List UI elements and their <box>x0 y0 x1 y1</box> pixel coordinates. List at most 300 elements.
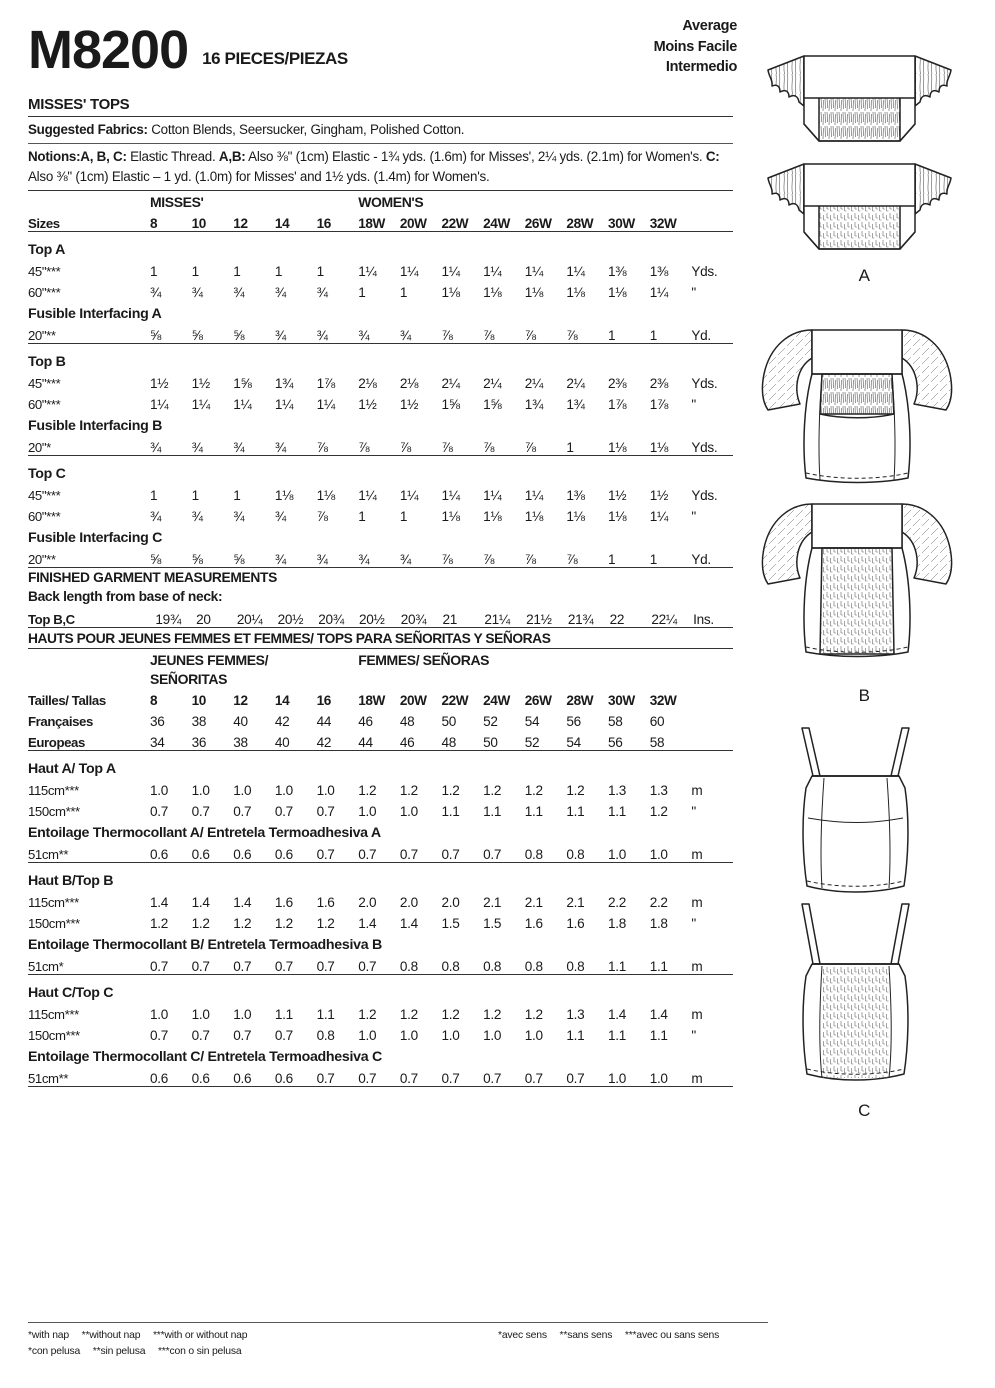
imperial-yardage-value: 1½ <box>608 488 627 504</box>
view-b-illustration <box>742 294 977 684</box>
metric-width-label: 115cm*** <box>28 895 79 911</box>
metric-sizes-label: Tailles/ Tallas <box>28 693 106 709</box>
metric-section-title: Entoilage Thermocollant A/ Entretela Termoadhesiva A <box>28 825 381 842</box>
metric-yardage-value: 0.6 <box>233 847 252 863</box>
imperial-yardage-value: 1⅛ <box>649 440 668 456</box>
metric-yardage-value: 1.2 <box>399 783 418 799</box>
imperial-yardage-value: 1½ <box>399 397 419 413</box>
imperial-section-title: Top A <box>28 242 66 259</box>
metric-yardage-value: 1.3 <box>566 1007 585 1023</box>
imperial-yardage-value: 1¼ <box>191 397 210 413</box>
imperial-yardage-value: 1 <box>358 285 366 301</box>
metric-yardage-value: 1.0 <box>608 1071 627 1087</box>
imperial-section-title: Top C <box>28 466 66 483</box>
metric-yardage-value: 1.2 <box>399 1007 418 1023</box>
imperial-yardage-value: 1 <box>191 488 199 504</box>
imperial-yardage-value: 1¾ <box>274 376 294 392</box>
metric-size-header: 32W <box>649 693 677 709</box>
metric-group-misses-line2: SEÑORITAS <box>150 671 228 688</box>
imperial-yardage-value: 1⅞ <box>649 397 668 413</box>
imperial-size-header: 14 <box>274 216 290 232</box>
imperial-sizes-label: Sizes <box>28 216 60 232</box>
imperial-yardage-value: 1¼ <box>524 264 544 280</box>
metric-yardage-value: 1.2 <box>441 783 460 799</box>
metric-yardage-value: 1.6 <box>316 895 335 911</box>
metric-yardage-value: 1.0 <box>358 1028 377 1044</box>
metric-yardage-value: 0.7 <box>150 1028 168 1044</box>
imperial-yardage-value: ⅞ <box>441 552 453 568</box>
imperial-yardage-value: ¾ <box>191 285 203 301</box>
finished-length-value: 22 <box>609 612 625 628</box>
imperial-yardage-value: 1⅛ <box>441 285 460 301</box>
metric-yardage-value: 1.0 <box>316 783 335 799</box>
footnote-fr-3: ***avec ou sans sens <box>624 1330 720 1341</box>
metric-size-header: 22W <box>441 693 469 709</box>
metric-section-title: Entoilage Thermocollant C/ Entretela Termoadhesiva C <box>28 1049 382 1066</box>
metric-width-label: 115cm*** <box>28 783 79 799</box>
metric-yardage-value: 0.6 <box>191 847 210 863</box>
notions <box>28 144 733 190</box>
imperial-yardage-value: ¾ <box>316 285 328 301</box>
footnote-en-1: *with nap <box>28 1330 69 1341</box>
metric-section-title: Haut A/ Top A <box>28 761 116 778</box>
imperial-yardage-value: ⅞ <box>483 552 495 568</box>
imperial-yardage-value: 1 <box>608 328 616 344</box>
footnote-en-2: **without nap <box>81 1330 141 1341</box>
metric-yardage-value: 1.1 <box>649 959 668 975</box>
metric-yardage-value: 0.7 <box>316 959 335 975</box>
imperial-unit: Yds. <box>691 264 718 280</box>
sizes-row <box>28 210 733 232</box>
metric-section-title: Haut B/Top B <box>28 873 114 890</box>
imperial-unit: Yds. <box>691 376 718 392</box>
imperial-yardage-value: 1¼ <box>566 264 585 280</box>
metric-section-title-row <box>28 867 733 889</box>
footnote-es-3: ***con o sin pelusa <box>157 1346 242 1358</box>
european-size-value: 56 <box>608 735 623 751</box>
imperial-unit: Yd. <box>691 328 711 344</box>
size-group-row-2 <box>28 668 733 687</box>
garment-illustrations <box>742 14 987 1129</box>
view-c-block <box>742 714 987 1121</box>
metric-yardage-value: 1.2 <box>566 783 585 799</box>
metric-yardage-value: 0.8 <box>566 959 585 975</box>
table-row <box>28 258 733 279</box>
metric-yardage-value: 1.0 <box>358 804 377 820</box>
metric-section-title-row <box>28 979 733 1001</box>
information-column <box>28 14 733 1087</box>
imperial-size-header: 20W <box>399 216 427 232</box>
size-group-row <box>28 191 733 210</box>
view-c-label: C <box>858 1101 871 1120</box>
difficulty-fr: Moins Facile <box>653 38 737 55</box>
metric-yardage-value: 0.7 <box>399 847 418 863</box>
metric-yardage-value: 1.1 <box>483 804 502 820</box>
metric-yardage-value: 2.0 <box>358 895 377 911</box>
imperial-yardage-value: ⅝ <box>233 552 245 568</box>
metric-section-title-row <box>28 819 733 841</box>
imperial-yardage-value: 1¼ <box>441 488 460 504</box>
metric-unit: " <box>691 804 696 820</box>
metric-yardage-value: 0.6 <box>150 847 168 863</box>
metric-yardage-value: 0.7 <box>358 959 377 975</box>
imperial-yardage-value: 1⅛ <box>524 509 544 525</box>
imperial-yardage-value: 1 <box>274 264 283 280</box>
imperial-yardage-value: ⅝ <box>191 552 203 568</box>
finished-length-value: 20¼ <box>236 612 263 628</box>
imperial-yardage-value: ¾ <box>191 509 203 525</box>
view-a-illustration <box>742 14 977 264</box>
imperial-size-header: 10 <box>191 216 206 232</box>
imperial-yardage-value: 1¼ <box>483 488 502 504</box>
metric-yardage-value: 1.1 <box>566 804 585 820</box>
imperial-yardage-value: ¾ <box>150 509 162 525</box>
imperial-yardage-value: 1½ <box>358 397 377 413</box>
european-size-value: 48 <box>441 735 457 751</box>
finished-length-value: 20 <box>196 612 211 628</box>
imperial-yardage-value: ¾ <box>358 328 370 344</box>
table-row <box>28 729 733 751</box>
imperial-yardage-value: 1 <box>150 264 158 280</box>
metric-yardage-value: 0.7 <box>358 847 377 863</box>
imperial-yardage-value: ⅞ <box>441 328 453 344</box>
imperial-yardage-value: 1 <box>399 509 408 525</box>
metric-yardage-value: 1.0 <box>399 804 418 820</box>
imperial-yardage-value: ¾ <box>274 285 286 301</box>
imperial-yardage-value: ¾ <box>274 509 286 525</box>
metric-yardage-value: 1.4 <box>358 916 377 932</box>
imperial-size-header: 26W <box>524 216 552 232</box>
finished-length-value: 21½ <box>526 612 552 628</box>
imperial-yardage-value: 1¼ <box>316 397 335 413</box>
finished-length-value: 20½ <box>277 612 304 628</box>
imperial-width-label: 20"** <box>28 328 56 344</box>
metric-yardage-value: 2.0 <box>399 895 418 911</box>
imperial-yardage-value: ⅝ <box>150 328 162 344</box>
imperial-yardage-value: 1¼ <box>524 488 544 504</box>
view-a-block <box>742 14 987 286</box>
table-row <box>28 953 733 975</box>
imperial-yardage-value: 1⅜ <box>649 264 668 280</box>
imperial-yardage-value: ⅞ <box>524 328 536 344</box>
imperial-width-label: 60"*** <box>28 397 61 413</box>
metric-yardage-value: 0.8 <box>399 959 418 975</box>
metric-yardage-value: 1.2 <box>524 1007 543 1023</box>
imperial-yardage-value: ⅞ <box>566 328 578 344</box>
finished-length-value: 20¾ <box>318 612 344 628</box>
imperial-yardage-value: 1⅜ <box>608 264 627 280</box>
metric-yardage-value: 0.7 <box>191 1028 210 1044</box>
metric-yardage-value: 1.4 <box>399 916 418 932</box>
metric-yardage-value: 1.0 <box>150 1007 168 1023</box>
european-size-value: 58 <box>649 735 665 751</box>
metric-yardage-value: 1.0 <box>191 1007 210 1023</box>
metric-group-misses: JEUNES FEMMES/ <box>150 652 269 669</box>
notions-text-2: Also ⅜" (1cm) Elastic - 1¾ yds. (1.6m) for Misses', 2¼ yds. (2.1m) for Women's. <box>245 149 706 165</box>
finished-length-value: 22¼ <box>651 612 677 628</box>
imperial-yardage-value: 1 <box>649 552 657 568</box>
metric-yardage-value: 0.7 <box>191 804 210 820</box>
metric-yardage-value: 0.8 <box>524 959 543 975</box>
table-row <box>28 1022 733 1043</box>
imperial-yardage-value: 2¼ <box>441 376 460 392</box>
imperial-yardage-value: ⅞ <box>524 440 536 456</box>
imperial-group-misses: MISSES' <box>150 194 204 211</box>
european-size-label: Europeas <box>28 735 85 751</box>
metric-yardage-value: 0.7 <box>233 959 252 975</box>
french-size-value: 36 <box>150 714 165 730</box>
imperial-group-womens: WOMEN'S <box>358 194 424 211</box>
finished-measurements-table <box>28 606 733 627</box>
finished-length-value: 21¾ <box>567 612 594 628</box>
table-row <box>28 482 733 503</box>
metric-yardage-value: 1.4 <box>649 1007 668 1023</box>
imperial-yardage-value: ¾ <box>316 328 328 344</box>
metric-yardage-value: 1.3 <box>608 783 627 799</box>
metric-yardage-value: 2.0 <box>441 895 460 911</box>
imperial-yardage-value: ¾ <box>233 509 245 525</box>
table-row <box>28 910 733 931</box>
metric-yardage-value: 1.1 <box>524 804 543 820</box>
imperial-yardage-value: ¾ <box>233 440 245 456</box>
finished-row-label: Top B,C <box>28 612 75 628</box>
finished-length-value: 21¼ <box>484 612 510 628</box>
imperial-yardage-value: 1½ <box>150 376 169 392</box>
imperial-yardage-value: ⅞ <box>566 552 578 568</box>
metric-yardage-value: 0.8 <box>316 1028 335 1044</box>
table-row <box>28 322 733 344</box>
metric-yardage-value: 1.2 <box>524 783 543 799</box>
imperial-yardage-value: 1⅜ <box>566 488 585 504</box>
imperial-unit: " <box>691 285 696 301</box>
imperial-yardage-value: 1⅛ <box>566 285 585 301</box>
imperial-yardage-value: 1¾ <box>524 397 544 413</box>
finished-measurements-subtitle: Back length from base of neck: <box>28 589 223 605</box>
metric-yardage-value: 1.4 <box>191 895 210 911</box>
metric-yardage-value: 1.6 <box>566 916 585 932</box>
metric-yardage-value: 1.1 <box>441 804 460 820</box>
imperial-yardage-value: 1¼ <box>649 285 668 301</box>
imperial-section-title: Top B <box>28 354 66 371</box>
imperial-yardage-value: 1 <box>399 285 408 301</box>
metric-yardage-value: 1.1 <box>649 1028 668 1044</box>
imperial-yardage-value: ⅞ <box>358 440 370 456</box>
metric-yardage-value: 0.7 <box>441 847 460 863</box>
french-size-value: 46 <box>358 714 373 730</box>
imperial-size-header: 8 <box>150 216 158 232</box>
metric-width-label: 150cm*** <box>28 916 80 932</box>
sizes-row <box>28 687 733 708</box>
french-size-value: 48 <box>399 714 415 730</box>
metric-size-header: 8 <box>150 693 158 709</box>
metric-yardage-value: 1.0 <box>483 1028 502 1044</box>
metric-yardage-value: 1.0 <box>441 1028 460 1044</box>
imperial-yardage-value: ⅞ <box>316 509 328 525</box>
imperial-yardage-value: 1 <box>233 488 241 504</box>
metric-unit: " <box>691 1028 696 1044</box>
imperial-yardage-value: ¾ <box>274 328 286 344</box>
imperial-yardage-value: ¾ <box>358 552 370 568</box>
table-row <box>28 889 733 910</box>
metric-size-header: 30W <box>608 693 635 709</box>
european-size-value: 54 <box>566 735 581 751</box>
footnotes <box>28 1322 768 1360</box>
metric-yardage-value: 1.0 <box>608 847 627 863</box>
notions-seg-abc: A, B, C: <box>80 149 127 165</box>
european-size-value: 34 <box>150 735 165 751</box>
metric-yardage-value: 1.1 <box>274 1007 293 1023</box>
metric-yardage-value: 0.6 <box>233 1071 252 1087</box>
metric-yardage-value: 0.7 <box>150 804 168 820</box>
imperial-size-header: 12 <box>233 216 248 232</box>
french-size-value: 38 <box>191 714 207 730</box>
metric-yardage-value: 0.6 <box>191 1071 210 1087</box>
metric-yardage-value: 0.7 <box>483 847 502 863</box>
metric-yardage-value: 1.0 <box>233 783 252 799</box>
finished-measurements-block <box>28 567 733 627</box>
metric-width-label: 51cm* <box>28 959 64 975</box>
metric-yardage-value: 0.6 <box>274 1071 293 1087</box>
metric-yardage-value: 1.5 <box>483 916 502 932</box>
imperial-yardage-value: ¾ <box>399 552 411 568</box>
metric-yardage-value: 1.2 <box>150 916 168 932</box>
metric-yardage-value: 0.7 <box>150 959 168 975</box>
metric-yardage-value: 1.8 <box>608 916 627 932</box>
imperial-yardage-value: 1⅝ <box>233 376 252 392</box>
metric-section-title-row <box>28 931 733 953</box>
table-row <box>28 370 733 391</box>
metric-yardage-value: 1.0 <box>150 783 168 799</box>
european-size-value: 40 <box>274 735 290 751</box>
metric-yardage-value: 1.0 <box>399 1028 418 1044</box>
imperial-yardage-value: 2⅜ <box>649 376 668 392</box>
imperial-yardage-table <box>28 191 733 567</box>
imperial-yardage-value: 1 <box>316 264 324 280</box>
metric-section-title: Haut C/Top C <box>28 985 114 1002</box>
metric-yardage-value: 1.3 <box>649 783 668 799</box>
metric-band-title: HAUTS POUR JEUNES FEMMES ET FEMMES/ TOPS PARA SEÑORITAS Y SEÑORAS <box>28 631 551 647</box>
imperial-yardage-value: ¾ <box>233 285 245 301</box>
metric-yardage-value: 2.2 <box>649 895 668 911</box>
imperial-yardage-value: 1⅛ <box>566 509 585 525</box>
european-size-value: 50 <box>483 735 498 751</box>
table-row <box>28 391 733 412</box>
finished-unit: Ins. <box>693 612 714 628</box>
imperial-yardage-value: 1¾ <box>566 397 585 413</box>
imperial-yardage-value: 1 <box>233 264 241 280</box>
imperial-section-title-row <box>28 412 733 434</box>
metric-yardage-value: 0.7 <box>233 804 252 820</box>
imperial-yardage-value: 1⅛ <box>483 509 502 525</box>
metric-yardage-value: 0.7 <box>399 1071 418 1087</box>
metric-size-header: 14 <box>274 693 290 709</box>
metric-size-header: 12 <box>233 693 248 709</box>
french-size-value: 44 <box>316 714 332 730</box>
metric-yardage-value: 1.1 <box>608 959 627 975</box>
imperial-section-title: Fusible Interfacing B <box>28 418 163 435</box>
imperial-yardage-value: 1 <box>150 488 158 504</box>
french-size-value: 40 <box>233 714 248 730</box>
notions-seg-c: C: <box>705 149 720 165</box>
imperial-width-label: 60"*** <box>28 509 61 525</box>
metric-yardage-value: 1.2 <box>483 783 502 799</box>
imperial-yardage-value: ⅞ <box>483 328 495 344</box>
metric-size-header: 10 <box>191 693 206 709</box>
metric-unit: m <box>691 959 703 975</box>
metric-yardage-value: 1.2 <box>191 916 210 932</box>
imperial-yardage-value: 1⅝ <box>483 397 502 413</box>
french-size-value: 60 <box>649 714 665 730</box>
metric-yardage-value: 0.7 <box>441 1071 460 1087</box>
imperial-width-label: 45"*** <box>28 376 61 392</box>
footnote-es-1: *con pelusa <box>28 1346 81 1358</box>
metric-unit: m <box>691 847 703 863</box>
difficulty-es: Intermedio <box>665 59 737 76</box>
imperial-yardage-value: 1 <box>566 440 574 456</box>
imperial-unit: " <box>691 397 696 413</box>
table-row <box>28 606 733 627</box>
french-size-label: Françaises <box>28 714 93 730</box>
metric-yardage-value: 0.8 <box>566 847 585 863</box>
imperial-section-title: Fusible Interfacing C <box>28 530 163 547</box>
european-size-value: 42 <box>316 735 332 751</box>
imperial-yardage-value: 1 <box>649 328 657 344</box>
table-row <box>28 279 733 300</box>
imperial-yardage-value: 1 <box>191 264 199 280</box>
suggested-fabrics-label: Suggested Fabrics: <box>28 122 148 137</box>
imperial-unit: Yd. <box>691 552 711 568</box>
imperial-size-header: 30W <box>608 216 635 232</box>
metric-yardage-value: 0.7 <box>358 1071 377 1087</box>
european-size-value: 46 <box>399 735 415 751</box>
finished-length-value: 20¾ <box>400 612 427 628</box>
metric-unit: m <box>691 783 703 799</box>
imperial-yardage-value: 1¼ <box>441 264 460 280</box>
view-b-block <box>742 294 987 706</box>
imperial-yardage-value: ¾ <box>274 440 286 456</box>
metric-yardage-value: 1.2 <box>274 916 293 932</box>
finished-length-value: 20½ <box>359 612 385 628</box>
imperial-yardage-value: ⅝ <box>150 552 162 568</box>
imperial-yardage-value: 1½ <box>191 376 210 392</box>
imperial-yardage-value: 2¼ <box>566 376 585 392</box>
table-row <box>28 841 733 863</box>
piece-count: 16 PIECES/PIEZAS <box>202 49 348 68</box>
imperial-section-title-row <box>28 236 733 258</box>
imperial-yardage-value: 1⅛ <box>524 285 544 301</box>
imperial-yardage-value: ¾ <box>399 328 411 344</box>
metric-yardage-value: 2.1 <box>566 895 585 911</box>
metric-group-womens: FEMMES/ SEÑORAS <box>358 652 490 669</box>
metric-unit: m <box>691 1071 703 1087</box>
imperial-width-label: 60"*** <box>28 285 61 301</box>
imperial-section-title-row <box>28 524 733 546</box>
metric-yardage-value: 1.6 <box>274 895 293 911</box>
notions-text-3: Also ⅜" (1cm) Elastic – 1 yd. (1.0m) for Misses' and 1½ yds. (1.4m) for Women's. <box>28 169 490 185</box>
imperial-width-label: 20"** <box>28 552 56 568</box>
suggested-fabrics <box>28 117 733 143</box>
imperial-yardage-value: 2⅜ <box>608 376 627 392</box>
notions-seg-ab: A,B: <box>218 149 246 165</box>
imperial-yardage-value: ⅞ <box>399 440 411 456</box>
metric-yardage-value: 2.1 <box>524 895 543 911</box>
metric-width-label: 150cm*** <box>28 1028 80 1044</box>
footnote-en-3: ***with or without nap <box>152 1330 248 1341</box>
imperial-yardage-value: ⅞ <box>316 440 328 456</box>
imperial-yardage-value: 1¼ <box>233 397 252 413</box>
view-b-label: B <box>858 686 871 705</box>
french-size-value: 56 <box>566 714 581 730</box>
